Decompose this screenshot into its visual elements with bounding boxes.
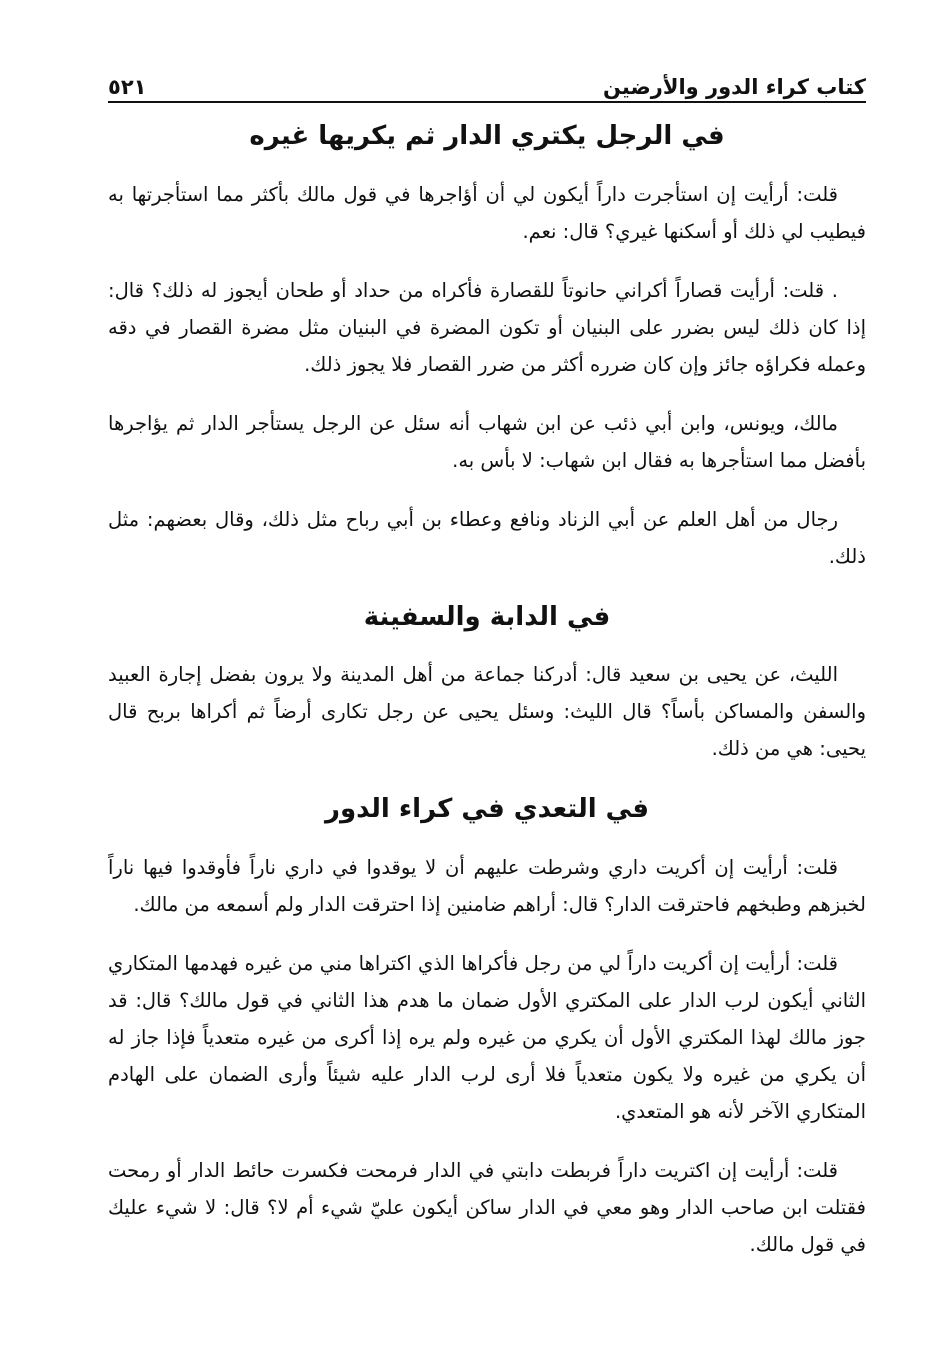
section-renting-and-subletting: [108, 116, 866, 575]
paragraph: قلت: أرأيت إن أكريت داري وشرطت عليهم أن لا يوقدوا في داري ناراً فأوقدوا فيها ناراً لخبزهم وطبخهم فاحترقت الدار؟ قال: أراهم ضامنين إذا احترقت الدار ولم أسمعه من مالك.: [108, 855, 866, 916]
paragraph: الليث، عن يحيى بن سعيد قال: أدركنا جماعة من أهل المدينة ولا يرون بفضل إجارة العبيد والسفن والمساكن بأساً؟ قال الليث: وسئل يحيى عن رجل تكارى أرضاً ثم أكراها بربح قال يحيى: هي من ذلك.: [108, 663, 866, 761]
running-header: [108, 62, 866, 98]
paragraph: مالك، ويونس، وابن أبي ذئب عن ابن شهاب أنه سئل عن الرجل يستأجر الدار ثم يؤاجرها بأفضل مما استأجرها به فقال ابن شهاب: لا بأس به.: [108, 411, 866, 472]
paragraph: . قلت: أرأيت قصاراً أكراني حانوتاً للقصارة فأكراه من حداد أو طحان أيجوز له ذلك؟ قال: إذا كان ذلك ليس بضرر على البنيان أو تكون المضرة في البنيان مثل مضرة القصار في دقه وعمله فكراؤه جائز وإن كان ضرره أكثر من ضرر القصار فلا يجوز ذلك.: [108, 278, 866, 376]
section-heading: في الرجل يكتري الدار ثم يكريها غيره: [249, 121, 725, 151]
section-transgression-in-renting: [108, 789, 866, 1263]
section-heading: في التعدي في كراء الدور: [325, 794, 649, 825]
paragraph: قلت: أرأيت إن استأجرت داراً أيكون لي أن أؤاجرها في قول مالك بأكثر مما استأجرتها به فيطيب لي ذلك أو أسكنها غيري؟ قال: نعم.: [108, 182, 866, 243]
paragraph: قلت: أرأيت إن أكريت داراً لي من رجل فأكراها الذي اكتراها مني من غيره فهدمها المتكاري الثاني أيكون لرب الدار على المكتري الأول ضمان ما هدم هذا الثاني في قول مالك؟ قال: قد جوز مالك لهذا المكتري الأول أن يكري من غيره ولم يره إذا أكرى من غيره متعدياً فإذا جاز له أن يكري من غيره ولا يكون متعدياً فلا أرى لرب الدار عليه شيئاً وأرى الضمان على الهادم المتكاري الآخر لأنه هو المتعدي.: [108, 951, 866, 1123]
page-body: [108, 116, 866, 1285]
header-title: كتاب كراء الدور والأرضين: [602, 75, 866, 99]
section-heading: في الدابة والسفينة: [363, 601, 611, 632]
header-divider: [108, 101, 866, 103]
section-animal-and-ship: [108, 597, 866, 768]
page-number: ٥٢١: [108, 75, 147, 99]
paragraph: رجال من أهل العلم عن أبي الزناد ونافع وعطاء بن أبي رباح مثل ذلك، وقال بعضهم: مثل ذلك.: [108, 507, 866, 568]
paragraph: قلت: أرأيت إن اكتريت داراً فربطت دابتي في الدار فرمحت فكسرت حائط الدار أو رمحت فقتلت ابن صاحب الدار وهو معي في الدار ساكن أيكون عليّ شيء أم لا؟ قال: لا شيء عليك في قول مالك.: [108, 1158, 866, 1256]
